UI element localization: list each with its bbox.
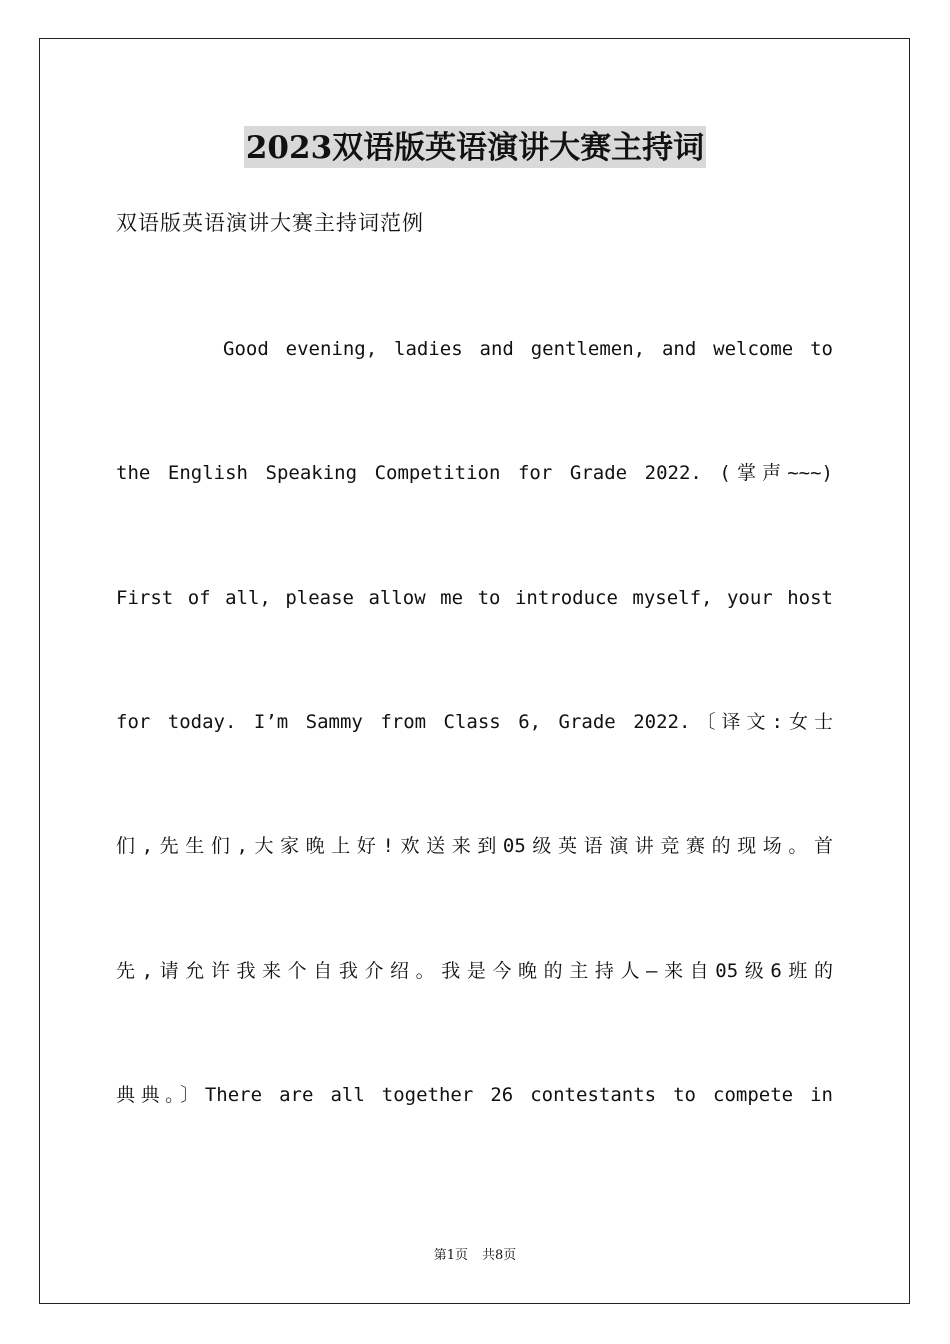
paragraph-line: the English Speaking Competition for Grade 2022. (掌声~~~) <box>116 462 833 484</box>
document-title <box>0 126 950 168</box>
paragraph-line: 典典。〕There are all together 26 contestants to compete in <box>116 1084 833 1106</box>
paragraph-line: Good evening, ladies and gentlemen, and welcome to <box>223 338 833 360</box>
document-title-text: 2023双语版英语演讲大赛主持词 <box>244 126 706 168</box>
current-page-number: 第1页 <box>433 1248 468 1263</box>
page-footer <box>0 1246 950 1266</box>
paragraph-line: 们,先生们,大家晚上好!欢送来到05级英语演讲竞赛的现场。首 <box>116 835 833 857</box>
paragraph-line: for today. I’m Sammy from Class 6, Grade 2022.〔译文:女士 <box>116 711 833 733</box>
paragraph-line: First of all, please allow me to introduce myself, your host <box>116 587 833 609</box>
paragraph-line: 先,请允许我来个自我介绍。我是今晚的主持人—来自05级6班的 <box>116 960 833 982</box>
total-page-count: 共8页 <box>482 1248 517 1263</box>
document-subtitle: 双语版英语演讲大赛主持词范例 <box>116 211 424 235</box>
